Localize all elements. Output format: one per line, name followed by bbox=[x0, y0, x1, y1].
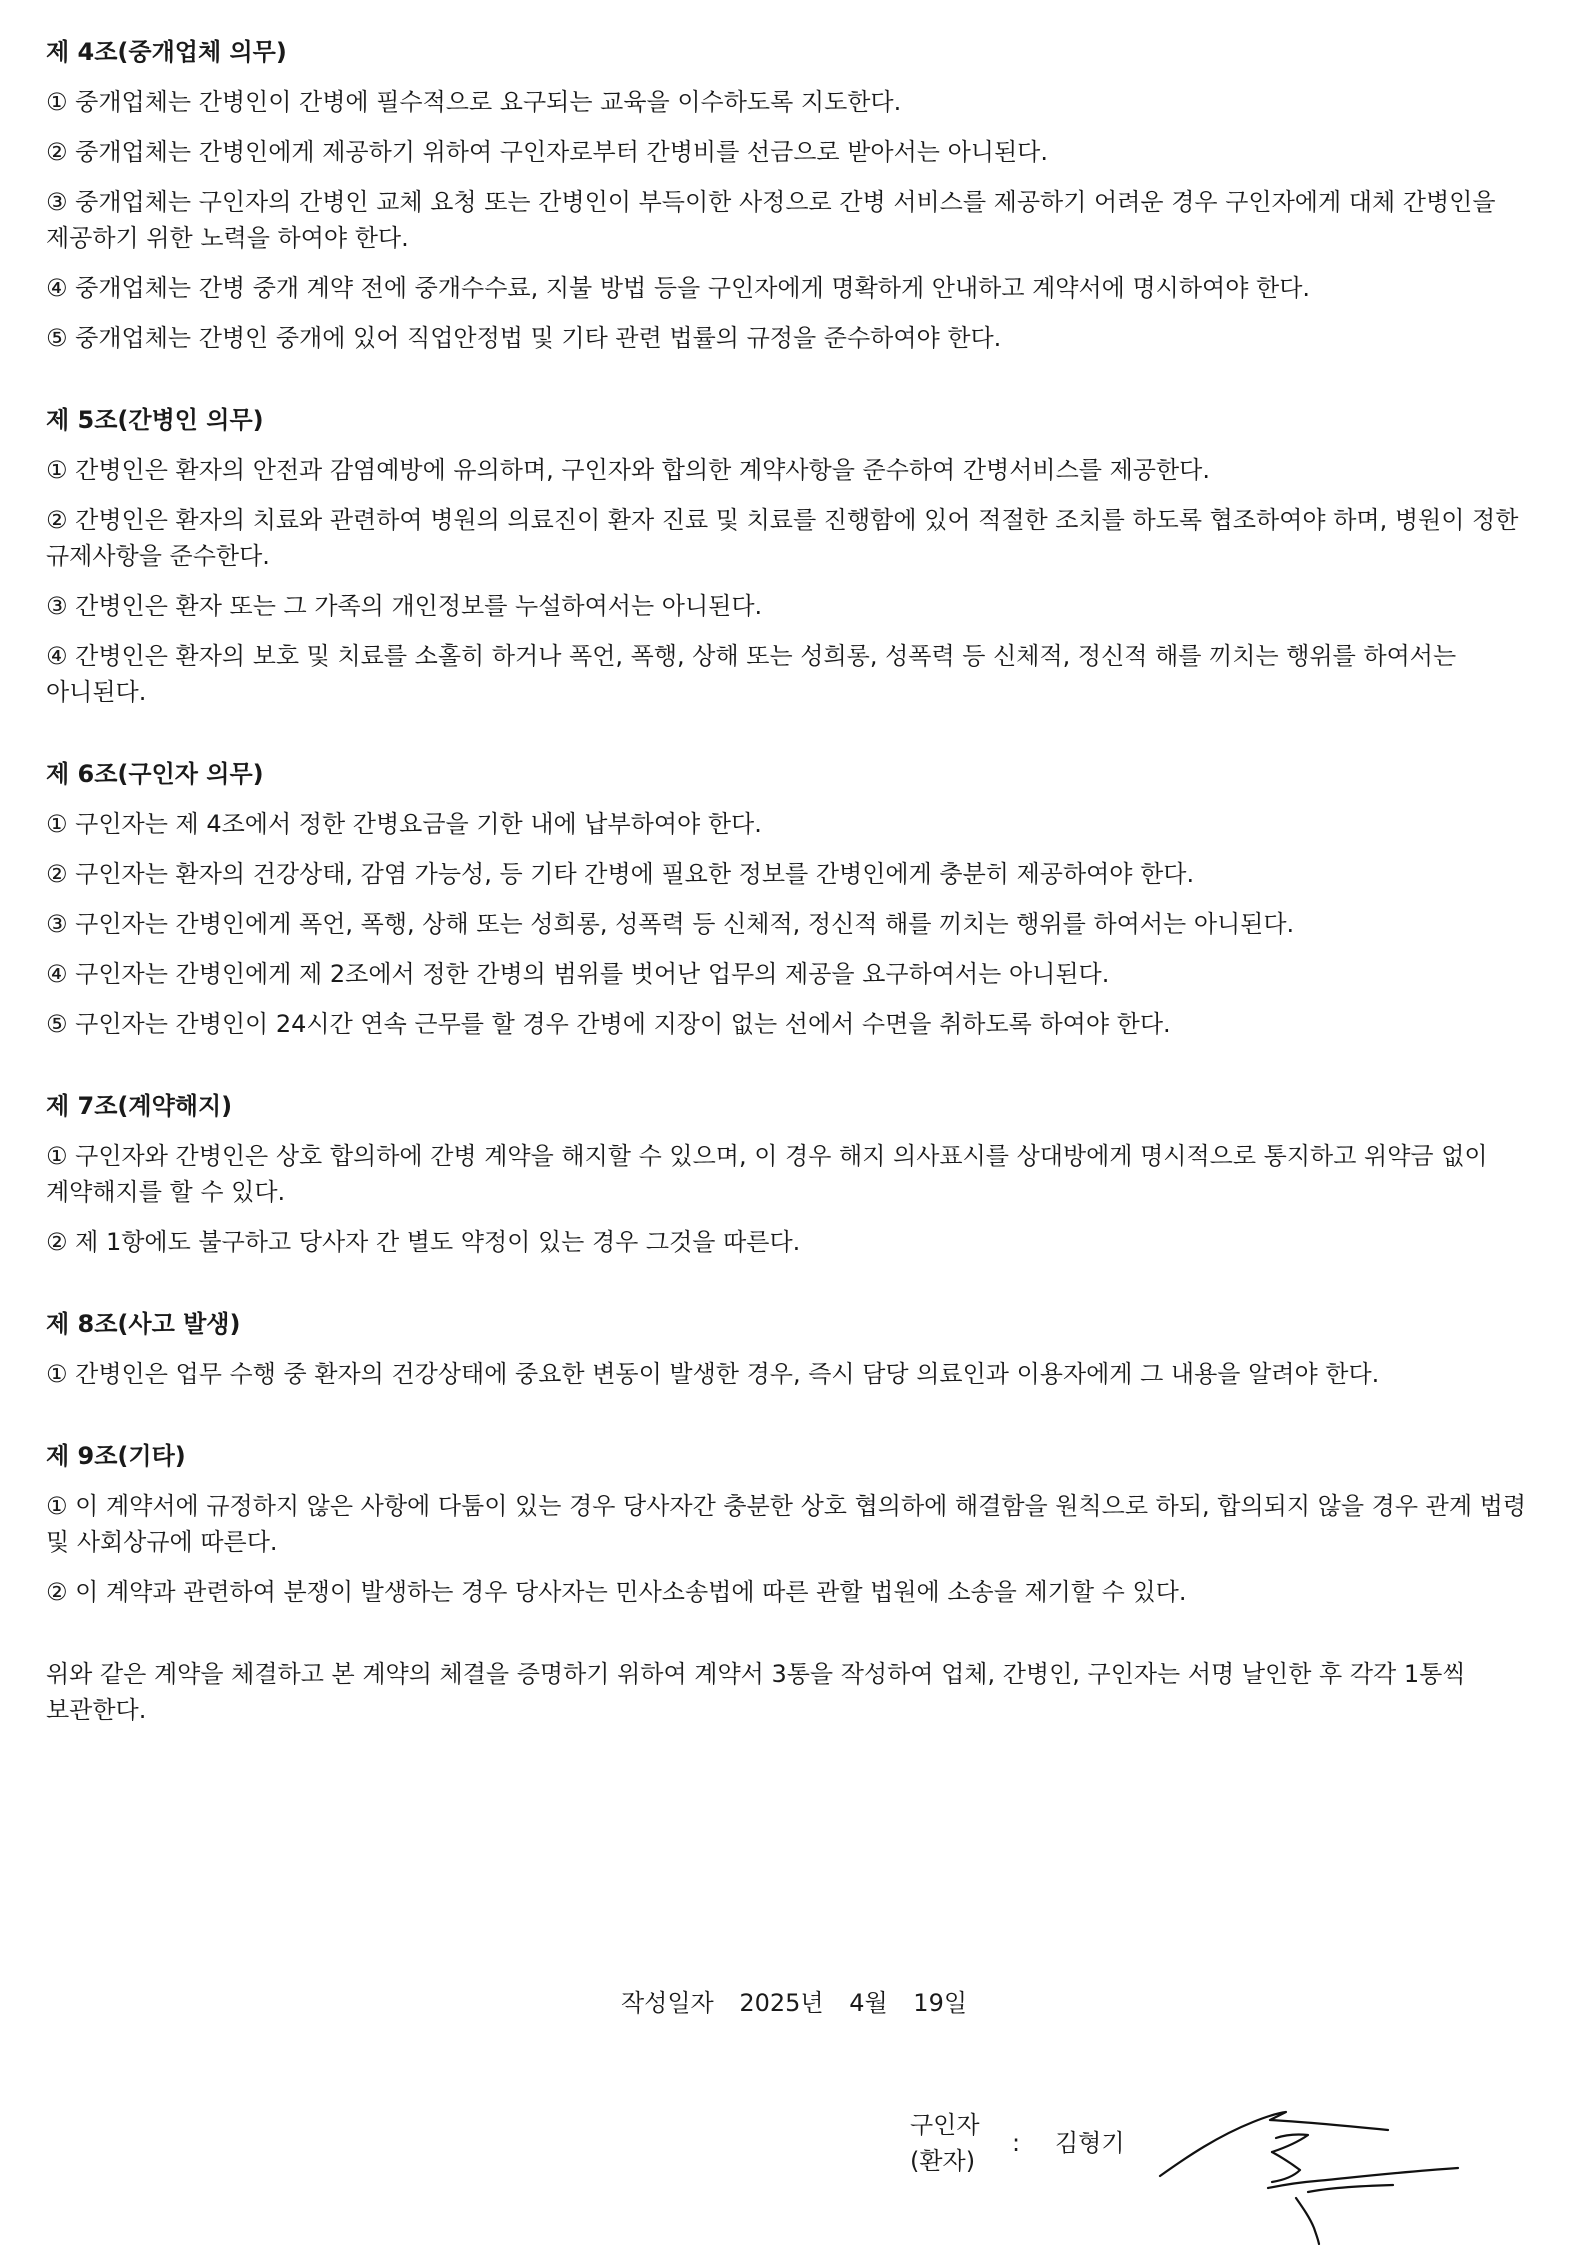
closing-statement: 위와 같은 계약을 체결하고 본 계약의 체결을 증명하기 위하여 계약서 3통을 작성하여 업체, 간병인, 구인자는 서명 날인한 후 각각 1통씩 보관한다. bbox=[46, 1660, 1466, 1724]
role-label: 구인자 bbox=[910, 2111, 980, 2139]
clause: ② 중개업체는 간병인에게 제공하기 위하여 구인자로부터 간병비를 선금으로 받아서는 아니된다. bbox=[46, 138, 1048, 166]
article-5 bbox=[46, 402, 1546, 710]
role-sublabel: (환자) bbox=[910, 2147, 976, 2175]
article-7 bbox=[46, 1088, 1546, 1260]
clause: ⑤ 구인자는 간병인이 24시간 연속 근무를 할 경우 간병에 지장이 없는 선에서 수면을 취하도록 하여야 한다. bbox=[46, 1010, 1171, 1038]
article-heading: 제 7조(계약해지) bbox=[46, 1092, 233, 1120]
contract-body bbox=[46, 34, 1546, 1728]
clause: ③ 중개업체는 구인자의 간병인 교체 요청 또는 간병인이 부득이한 사정으로 간병 서비스를 제공하기 어려운 경우 구인자에게 대체 간병인을 제공하기 위한 노력을 하여야 한다. bbox=[46, 188, 1496, 252]
article-4 bbox=[46, 34, 1546, 356]
article-heading: 제 5조(간병인 의무) bbox=[46, 406, 264, 434]
signatory-role bbox=[910, 2107, 980, 2179]
clause: ③ 구인자는 간병인에게 폭언, 폭행, 상해 또는 성희롱, 성폭력 등 신체적, 정신적 해를 끼치는 행위를 하여서는 아니된다. bbox=[46, 910, 1295, 938]
clause: ⑤ 중개업체는 간병인 중개에 있어 직업안정법 및 기타 관련 법률의 규정을 준수하여야 한다. bbox=[46, 324, 1002, 352]
clause: ① 이 계약서에 규정하지 않은 사항에 다툼이 있는 경우 당사자간 충분한 상호 협의하에 해결함을 원칙으로 하되, 합의되지 않을 경우 관계 법령 및 사회상규에 따른다. bbox=[46, 1492, 1527, 1556]
signatory-name: 김형기 bbox=[1055, 2129, 1125, 2157]
separator-colon: : bbox=[1012, 2129, 1021, 2157]
clause: ② 간병인은 환자의 치료와 관련하여 병원의 의료진이 환자 진료 및 치료를 진행함에 있어 적절한 조치를 하도록 협조하여야 하며, 병원이 정한 규제사항을 준수한다. bbox=[46, 506, 1519, 570]
clause: ① 간병인은 업무 수행 중 환자의 건강상태에 중요한 변동이 발생한 경우, 즉시 담당 의료인과 이용자에게 그 내용을 알려야 한다. bbox=[46, 1360, 1380, 1388]
article-8 bbox=[46, 1306, 1546, 1392]
clause: ① 구인자는 제 4조에서 정한 간병요금을 기한 내에 납부하여야 한다. bbox=[46, 810, 762, 838]
clause: ④ 간병인은 환자의 보호 및 치료를 소홀히 하거나 폭언, 폭행, 상해 또는 성희롱, 성폭력 등 신체적, 정신적 해를 끼치는 행위를 하여서는 아니된다. bbox=[46, 642, 1457, 706]
clause: ② 이 계약과 관련하여 분쟁이 발생하는 경우 당사자는 민사소송법에 따른 관할 법원에 소송을 제기할 수 있다. bbox=[46, 1578, 1187, 1606]
clause: ④ 구인자는 간병인에게 제 2조에서 정한 간병의 범위를 벗어난 업무의 제공을 요구하여서는 아니된다. bbox=[46, 960, 1110, 988]
clause: ① 간병인은 환자의 안전과 감염예방에 유의하며, 구인자와 합의한 계약사항을 준수하여 간병서비스를 제공한다. bbox=[46, 456, 1210, 484]
clause: ① 구인자와 간병인은 상호 합의하에 간병 계약을 해지할 수 있으며, 이 경우 해지 의사표시를 상대방에게 명시적으로 통지하고 위약금 없이 계약해지를 할 수 있다. bbox=[46, 1142, 1488, 1206]
clause: ② 제 1항에도 불구하고 당사자 간 별도 약정이 있는 경우 그것을 따른다. bbox=[46, 1228, 801, 1256]
article-heading: 제 6조(구인자 의무) bbox=[46, 760, 264, 788]
article-heading: 제 9조(기타) bbox=[46, 1442, 186, 1470]
clause: ② 구인자는 환자의 건강상태, 감염 가능성, 등 기타 간병에 필요한 정보를 간병인에게 충분히 제공하여야 한다. bbox=[46, 860, 1195, 888]
clause: ④ 중개업체는 간병 중개 계약 전에 중개수수료, 지불 방법 등을 구인자에게 명확하게 안내하고 계약서에 명시하여야 한다. bbox=[46, 274, 1311, 302]
article-9 bbox=[46, 1438, 1546, 1610]
article-heading: 제 4조(중개업체 의무) bbox=[46, 38, 287, 66]
clause: ③ 간병인은 환자 또는 그 가족의 개인정보를 누설하여서는 아니된다. bbox=[46, 592, 763, 620]
date-line: 작성일자 2025년 4월 19일 bbox=[620, 1989, 968, 2017]
clause: ① 중개업체는 간병인이 간병에 필수적으로 요구되는 교육을 이수하도록 지도한다. bbox=[46, 88, 902, 116]
handwritten-signature-icon bbox=[1158, 2108, 1494, 2245]
article-heading: 제 8조(사고 발생) bbox=[46, 1310, 241, 1338]
article-6 bbox=[46, 756, 1546, 1042]
